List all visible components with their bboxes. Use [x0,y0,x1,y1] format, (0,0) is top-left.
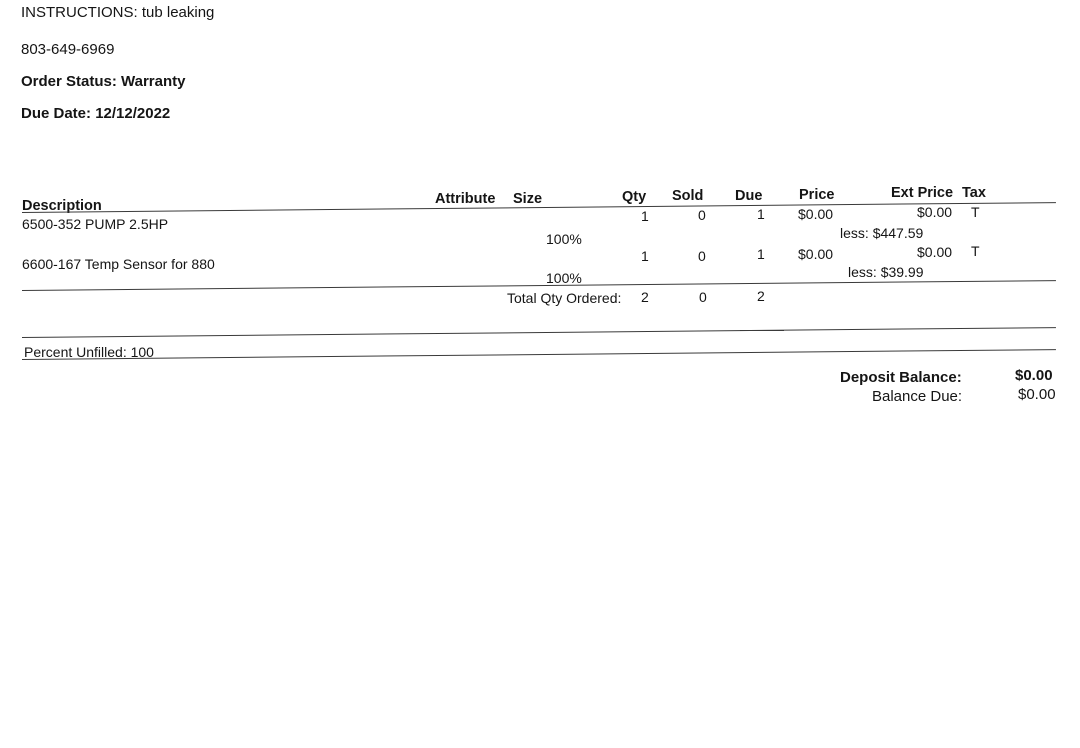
column-header-price: Price [799,187,835,203]
row-due: 1 [757,206,765,222]
row-ext-price: $0.00 [917,244,953,260]
row-ext-price: $0.00 [917,204,953,220]
due-date-value: 12/12/2022 [95,105,171,122]
row-discount-value: $39.99 [880,264,924,280]
row-discount [840,225,923,241]
instructions-label: INSTRUCTIONS: [21,4,138,21]
row-discount [848,264,924,280]
instructions-value: tub leaking [141,4,215,21]
order-status-line [21,73,186,90]
row-size: 100% [546,231,582,247]
total-sold: 0 [699,289,707,305]
row-qty: 1 [641,248,649,264]
instructions-line [21,4,214,21]
column-header-due: Due [735,188,763,204]
order-status-label: Order Status: [21,73,117,90]
row-discount-label: less: [848,264,877,280]
total-qty-ordered-label: Total Qty Ordered: [507,290,622,306]
column-header-tax: Tax [962,185,986,201]
row-discount-value: $447.59 [872,225,924,241]
row-tax: T [971,204,980,220]
balance-due-value: $0.00 [1018,386,1056,403]
row-price: $0.00 [798,206,834,222]
row-price: $0.00 [798,246,834,262]
row-discount-label: less: [840,225,869,241]
column-header-attribute: Attribute [435,191,496,207]
percent-unfilled-label: Percent Unfilled: [24,344,127,360]
row-description: 6600-167 Temp Sensor for 880 [22,256,215,272]
percent-unfilled-rule [22,349,1056,360]
column-header-sold: Sold [672,188,704,204]
deposit-balance-label: Deposit Balance: [840,369,962,386]
total-due: 2 [757,288,765,304]
row-description: 6500-352 PUMP 2.5HP [22,216,169,232]
balance-due-label: Balance Due: [872,388,963,405]
deposit-balance-value: $0.00 [1015,367,1053,384]
row-sold: 0 [698,207,706,223]
due-date-line [21,105,170,122]
percent-unfilled-value: 100 [130,344,154,360]
row-due: 1 [757,246,765,262]
column-header-ext-price: Ext Price [891,185,954,201]
total-qty: 2 [641,289,649,305]
row-qty: 1 [641,208,649,224]
column-header-qty: Qty [622,189,647,205]
totals-rule [22,327,1056,338]
phone-number: 803-649-6969 [21,41,115,58]
column-header-description: Description [22,198,102,214]
row-size: 100% [546,270,582,286]
row-sold: 0 [698,248,706,264]
order-status-value: Warranty [121,73,186,90]
column-header-size: Size [513,191,543,207]
row-tax: T [971,243,980,259]
due-date-label: Due Date: [21,105,92,122]
